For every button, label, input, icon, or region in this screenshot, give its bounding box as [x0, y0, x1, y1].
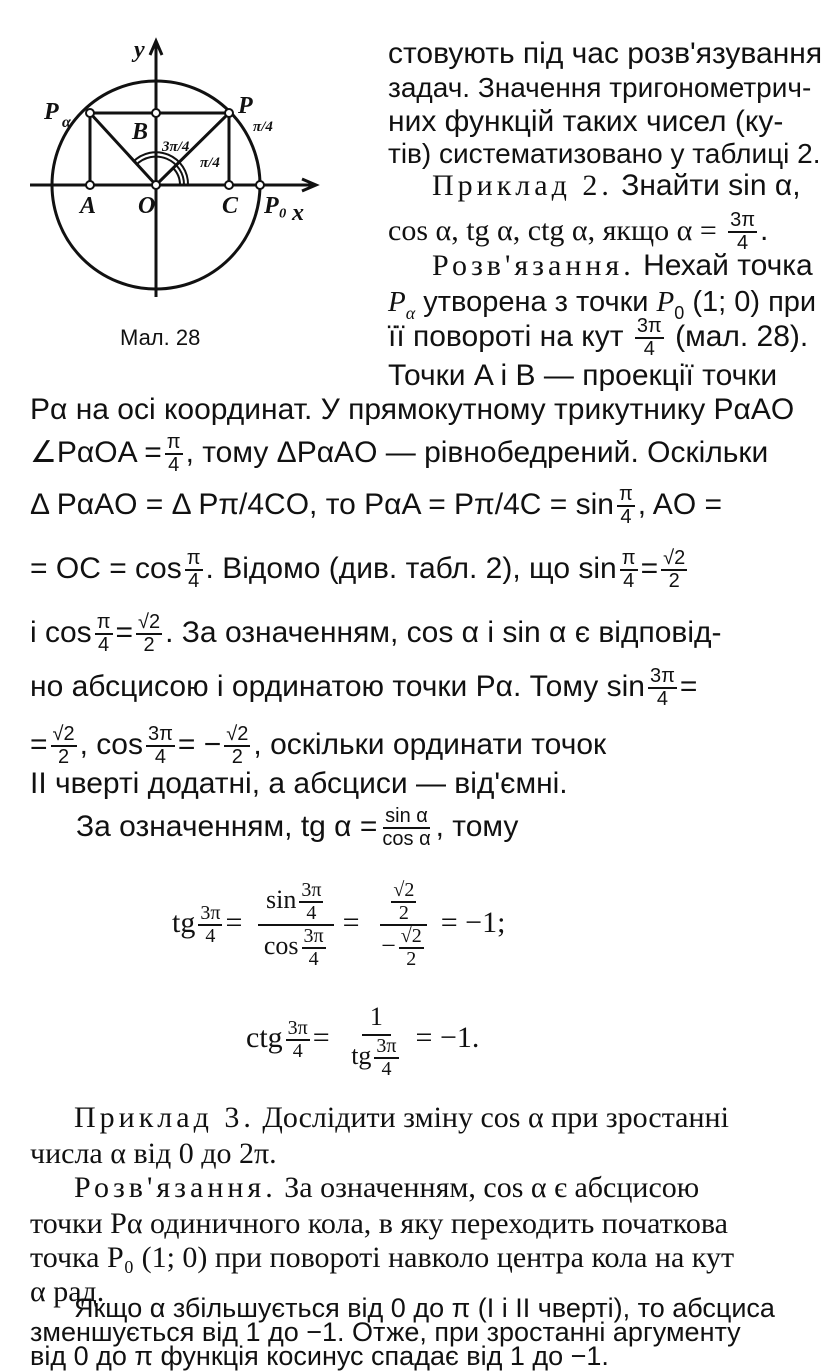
- label-y: y: [134, 37, 145, 63]
- fraction-3pi-4-b: $\frac{3\pi}{4}$: [636, 315, 662, 360]
- point-p0: [256, 181, 264, 189]
- example-3-title: Приклад 3.: [74, 1101, 255, 1134]
- solution-line-2: $P_\alpha$ утворена з точки $P_0$ (1; 0) при: [388, 286, 817, 323]
- label-p0: P₀: [264, 193, 288, 219]
- label-o: O: [138, 193, 156, 219]
- body-line-8: II чверті додатні, а абсциси — від'ємні.: [30, 767, 568, 800]
- label-c: C: [222, 193, 239, 219]
- right-line-2: задач. Значення тригонометрич-: [388, 72, 812, 103]
- solution-line-4: Точки A і B — проекції точки: [388, 359, 778, 392]
- body-line-9: За означенням, tg α = $\frac{\text{sin α}}{\text{cos α}}$ , тому: [76, 805, 519, 850]
- example-3-solution-title: Розв'язання.: [74, 1171, 277, 1204]
- example-2-condition: cos α, tg α, ctg α, якщо α =: [388, 213, 717, 247]
- paragraph-line-1: Якщо α збільшується від 0 до π (I і II чверті), то абсциса: [74, 1293, 775, 1323]
- right-line-1: стовують під час розв'язування: [388, 37, 823, 70]
- body-line-6: но абсцисою і ординатою точки Pα. Тому sin $\frac{3\pi}{4}$ =: [30, 665, 698, 710]
- label-p-pi4-sub: π/4: [253, 119, 273, 135]
- right-line-4: тів) систематизовано у таблиці 2.: [388, 138, 821, 169]
- example-2-text: Знайти sin α,: [621, 169, 801, 202]
- point-o: [152, 181, 160, 189]
- fraction-3pi-4: $\frac{3\pi}{4}$: [730, 209, 756, 254]
- example-3-solution-line-1: Розв'язання. За означенням, cos α є абсцисою: [74, 1171, 700, 1204]
- label-angle-3pi4: 3π/4: [162, 139, 190, 155]
- ctg-one-over-tg: 1 tg $\frac{3\pi}{4}$: [351, 1002, 397, 1080]
- label-p-alpha: P: [44, 99, 59, 125]
- example-3-line-1: Приклад 3. Дослідити зміну cos α при зростанні: [74, 1101, 729, 1134]
- point-c: [225, 181, 233, 189]
- solution-line-1: [432, 248, 813, 284]
- example-3-solution-line-2: точки Pα одиничного кола, в яку переходить початкова: [30, 1207, 728, 1240]
- point-b: [152, 109, 160, 117]
- paragraph-line-3: від 0 до π функція косинус спадає від 1 до −1.: [30, 1341, 609, 1371]
- example-3-line-2: числа α від 0 до 2π.: [30, 1137, 277, 1170]
- point-p-pi4: [225, 109, 233, 117]
- body-line-3: Δ PαAO = Δ Pπ/4CO, то PαA = Pπ/4C = sin $\frac{\pi}{4}$ , AO =: [30, 483, 723, 528]
- example-2-title: Приклад 2.: [432, 169, 613, 202]
- body-line-2: ∠PαOA = $\frac{\pi}{4}$ , тому ΔPαAO — рівнобедрений. Оскільки: [30, 431, 769, 476]
- solution-title: Розв'язання.: [432, 249, 635, 282]
- point-a: [86, 181, 94, 189]
- unit-circle-figure: [30, 35, 330, 305]
- label-b: B: [132, 119, 149, 145]
- example-3-solution-line-3: точка P₀ (1; 0) при повороті навколо центра кола на кут: [30, 1241, 735, 1274]
- formula-ctg: ctg $\frac{3\pi}{4}$ = 1 tg $\frac{3\pi}{4}$ = −1.: [246, 1002, 480, 1080]
- tg-sin-over-cos: sin $\frac{3\pi}{4}$ cos $\frac{3\pi}{4}$: [256, 880, 337, 970]
- figure-caption: Мал. 28: [120, 325, 201, 350]
- tg-sqrt-ratio: $\frac{√2}{2}$ − $\frac{√2}{2}$: [373, 880, 435, 970]
- body-line-4: = OC = cos $\frac{\pi}{4}$ . Відомо (див. табл. 2), що sin $\frac{\pi}{4}$ = $\frac{√2}{2}$: [30, 547, 686, 592]
- formula-tg: tg $\frac{3\pi}{4}$ = sin $\frac{3\pi}{4}$ cos $\frac{3\pi}{4}$ = $\frac{√2}{2}$ − $\frac{√2}{2}$ = −1;: [172, 879, 506, 970]
- body-line-1: Pα на осі координат. У прямокутному трикутнику PαAO: [30, 393, 795, 426]
- paragraph-line-2: зменшується від 1 до −1. Отже, при зростанні аргументу: [30, 1317, 741, 1347]
- solution-line-3: її повороті на кут $\frac{3\pi}{4}$ (мал. 28).: [388, 315, 809, 360]
- label-a: A: [80, 193, 97, 219]
- point-p-alpha: [86, 109, 94, 117]
- label-p-pi4: P: [238, 93, 253, 119]
- body-line-5: і cos $\frac{\pi}{4}$ = $\frac{√2}{2}$ . За означенням, cos α і sin α є відповід-: [30, 611, 722, 656]
- label-angle-pi4: π/4: [200, 155, 220, 171]
- label-p-alpha-sub: α: [62, 114, 71, 131]
- angle-arc-small: [173, 168, 180, 185]
- solution-text: Нехай точка: [643, 249, 813, 282]
- body-line-7: = $\frac{√2}{2}$ , cos $\frac{3\pi}{4}$ = − $\frac{√2}{2}$ , оскільки ординати точок: [30, 723, 607, 768]
- example-2-line-2: cos α, tg α, ctg α, якщо α = $\frac{3\pi}{4}$ .: [388, 209, 769, 254]
- right-line-3: них функцій таких чисел (ку-: [388, 105, 784, 138]
- label-x: x: [292, 200, 304, 226]
- example-2-line: [432, 168, 801, 204]
- example-3-solution-line-4: α рад.: [30, 1275, 105, 1308]
